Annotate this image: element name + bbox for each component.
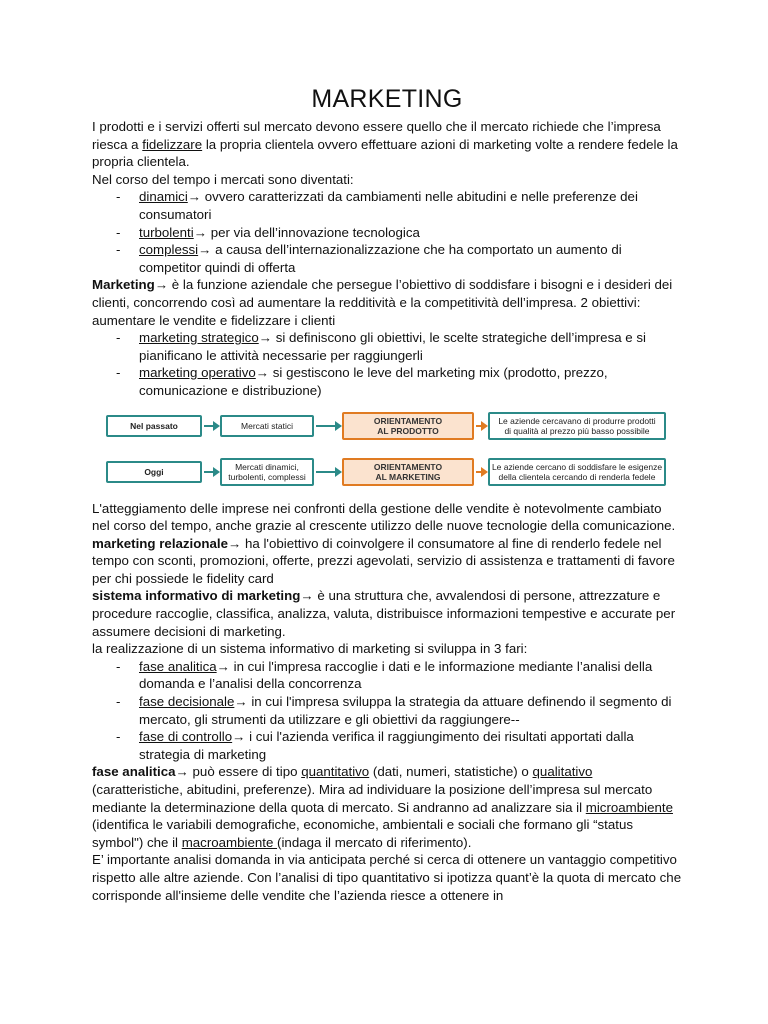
list-term: dinamici	[139, 189, 188, 205]
list-text: → per via dell’innovazione tecnologica	[193, 224, 420, 240]
definition-text: → ha l'obiettivo di coinvolgere il consumatore al fine di renderlo fedele nel tempo con sconti, promozioni, offerte, prezzi agevolati, servizio di assistenza e trattamenti di favore per chi possiede le fidelity card	[92, 535, 675, 586]
definition-term: fase analitica	[92, 764, 176, 780]
list-text: → in cui l'impresa sviluppa la strategia da attuare definendo il segmento di mercato, gli strumenti da utilizzare e gli obiettivi da raggiungere--	[139, 694, 672, 727]
markets-list	[92, 188, 682, 276]
paragraph-text: (caratteristiche, abitudini, preferenze). Mira ad individuare la posizione dell’impresa sul mercato mediante la determinazione della quota di mercato. Si andranno ad analizzare sia il	[92, 782, 653, 815]
diagram-row-past	[106, 412, 666, 440]
list-term: marketing strategico	[139, 330, 259, 346]
list-text: → ovvero caratterizzati da cambiamenti nelle abitudini e nelle preferenze dei consumatori	[139, 189, 638, 222]
bullet-dash: -	[116, 242, 121, 258]
bullet-dash: -	[116, 224, 121, 240]
intro-paragraph	[92, 118, 682, 171]
markets-intro: Nel corso del tempo i mercati sono diventati:	[92, 171, 354, 187]
list-item	[92, 241, 682, 276]
marketing-definition	[92, 276, 682, 329]
list-term: marketing operativo	[139, 365, 256, 381]
phases-list	[92, 658, 682, 764]
phases-intro: la realizzazione di un sistema informativo di marketing si sviluppa in 3 fari:	[92, 641, 528, 657]
list-term: turbolenti	[139, 224, 194, 240]
final-paragraph: E’ importante analisi domanda in via anticipata perché si cerca di ottenere un vantaggio competitivo rispetto alle altre aziende. Con l’analisi di tipo quantitativo si ipotizza quant’è la quota di mercato che corrisponde all'insieme delle vendite che l’azienda riesce a ottenere in	[92, 852, 682, 903]
diagram-row-today	[106, 458, 666, 486]
bullet-dash: -	[116, 694, 121, 710]
paragraph-text: (identifica le variabili demografiche, economiche, ambientali e sociali che formano gli “status symbol") che il	[92, 817, 634, 850]
arrow-icon	[204, 471, 218, 473]
bullet-dash: -	[116, 658, 121, 674]
analytic-phase-paragraph	[92, 763, 682, 851]
definition-term: marketing relazionale	[92, 535, 228, 551]
relational-marketing-paragraph	[92, 535, 682, 588]
diagram-orientation-marketing: ORIENTAMENTO AL MARKETING	[342, 458, 474, 486]
diagram-label-today: Oggi	[106, 461, 202, 483]
underlined-term: qualitativo	[532, 764, 593, 780]
list-text: → si gestiscono le leve del marketing mix (prodotto, prezzo, comunicazione e distribuzione)	[139, 365, 608, 398]
bullet-dash: -	[116, 330, 121, 346]
definition-text: → è la funzione aziendale che persegue l’obiettivo di soddisfare i bisogni e i desideri dei clienti, concorrendo così ad aumentare la redditività e la competitività dell’impresa. 2 obiettivi: aumentare le vendite e fidelizzare i clienti	[92, 277, 673, 328]
list-text: → a causa dell’internazionalizzazione che ha comportato un aumento di competitor quindi di offerta	[139, 242, 622, 275]
diagram-label-past: Nel passato	[106, 415, 202, 437]
paragraph-text: → può essere di tipo	[175, 764, 302, 780]
list-term: fase analitica	[139, 658, 217, 674]
paragraph-text: (dati, numeri, statistiche) o	[369, 764, 533, 780]
list-item	[92, 224, 682, 242]
list-item	[92, 693, 682, 728]
list-text: → in cui l'impresa raccoglie i dati e le informazione mediante l’analisi della domanda e l’analisi della concorrenza	[139, 658, 653, 692]
list-item	[92, 658, 682, 693]
intro-underlined: fidelizzare	[142, 136, 203, 152]
intro-text-end: la propria clientela ovvero effettuare azioni di marketing volte a rendere fedele la propria clientela.	[92, 136, 678, 170]
definition-term: sistema informativo di marketing	[92, 588, 301, 604]
list-item	[92, 728, 682, 763]
underlined-term: macroambiente	[181, 834, 278, 850]
bullet-dash: -	[116, 729, 121, 745]
marketing-types-list	[92, 329, 682, 399]
arrow-icon	[316, 471, 340, 473]
definition-text: → è una struttura che, avvalendosi di persone, attrezzature e procedure raccoglie, classifica, analizza, valuta, distribuisce informazioni tempestive e accurate per assumere decisioni di marketing.	[92, 588, 676, 639]
list-item	[92, 364, 682, 399]
list-term: complessi	[139, 242, 199, 258]
orientation-diagram	[106, 412, 666, 488]
list-term: fase di controllo	[139, 729, 233, 745]
underlined-term: microambiente	[585, 799, 673, 815]
arrow-icon	[476, 425, 486, 427]
underlined-term: quantitativo	[301, 764, 370, 780]
bullet-dash: -	[116, 189, 121, 205]
list-item	[92, 188, 682, 223]
list-text: → i cui l'azienda verifica il raggiungimento dei risultati apportati dalla strategia di marketing	[139, 729, 634, 762]
paragraph-text: (indaga il mercato di riferimento).	[277, 834, 472, 850]
arrow-icon	[316, 425, 340, 427]
diagram-market-past: Mercati statici	[220, 415, 314, 437]
list-item	[92, 329, 682, 364]
intro-text: I prodotti e i servizi offerti sul mercato devono essere quello che il mercato richiede che l’impresa riesca a	[92, 119, 661, 152]
diagram-desc-past: Le aziende cercavano di produrre prodotti di qualità al prezzo più basso possibile	[488, 412, 666, 440]
page-title: MARKETING	[311, 85, 463, 113]
arrow-icon	[204, 425, 218, 427]
definition-term: Marketing	[92, 277, 155, 293]
document-page	[92, 84, 682, 904]
bullet-dash: -	[116, 365, 121, 381]
list-term: fase decisionale	[139, 694, 235, 710]
arrow-icon	[476, 471, 486, 473]
information-system-paragraph	[92, 587, 682, 640]
diagram-market-today: Mercati dinamici, turbolenti, complessi	[220, 458, 314, 486]
diagram-orientation-product: ORIENTAMENTO AL PRODOTTO	[342, 412, 474, 440]
sales-paragraph: L'atteggiamento delle imprese nei confronti della gestione delle vendite è notevolmente cambiato nel corso del tempo, anche grazie al crescente utilizzo delle nuove tecnologie della comunicazione.	[92, 500, 676, 534]
diagram-desc-today: Le aziende cercano di soddisfare le esigenze della clientela cercando di renderla fedele	[488, 458, 666, 486]
list-text: → si definiscono gli obiettivi, le scelte strategiche dell’impresa e si pianificano le attività necessarie per raggiungerli	[139, 330, 646, 363]
